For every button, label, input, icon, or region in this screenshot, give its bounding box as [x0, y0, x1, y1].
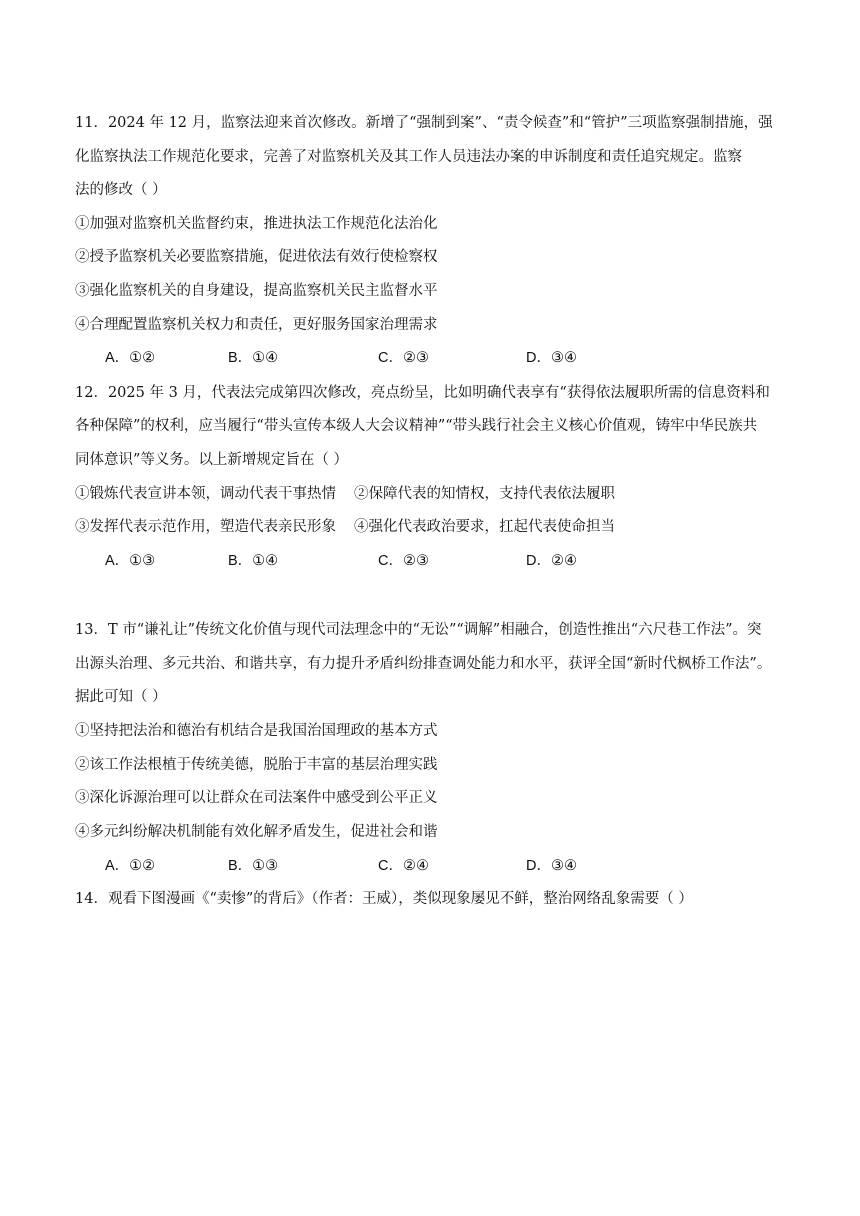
question-13-stem-line-2: 出源头治理、多元共治、和谐共享，有力提升矛盾纠纷排查调处能力和水平，获评全国“新时代枫桥工作法”。	[75, 656, 772, 672]
option-d[interactable]: D．③④	[526, 350, 577, 366]
question-13-item-2: ②该工作法根植于传统美德，脱胎于丰富的基层治理实践	[75, 757, 438, 773]
option-b[interactable]: B．①③	[228, 858, 279, 874]
option-b[interactable]: B．①④	[228, 553, 279, 569]
option-b[interactable]: B．①④	[228, 350, 279, 366]
option-c[interactable]: C．②④	[378, 858, 429, 874]
option-a[interactable]: A．①②	[105, 350, 156, 366]
option-a[interactable]: A．①②	[105, 858, 156, 874]
question-12-items-row-1	[75, 484, 790, 504]
option-d[interactable]: D．③④	[526, 858, 577, 874]
question-11-item-3: ③强化监察机关的自身建设，提高监察机关民主监督水平	[75, 283, 438, 299]
question-12-stem-line-2: 各种保障”的权利，应当履行“带头宣传本级人大会议精神”“带头践行社会主义核心价值观，铸牢中华民族共	[75, 418, 758, 434]
question-12-item-3: ③发挥代表示范作用，塑造代表亲民形象	[75, 519, 336, 535]
option-c[interactable]: C．②③	[378, 553, 429, 569]
question-12-stem-line-3: 同体意识”等义务。以上新增规定旨在（ ）	[75, 452, 349, 468]
option-a[interactable]: A．①③	[105, 553, 156, 569]
option-c[interactable]: C．②③	[378, 350, 429, 366]
question-11-item-4: ④合理配置监察机关权力和责任，更好服务国家治理需求	[75, 317, 438, 333]
question-11-stem-line-2: 化监察执法工作规范化要求，完善了对监察机关及其工作人员违法办案的申诉制度和责任追究规定。监察	[75, 149, 742, 165]
question-13-item-1: ①坚持把法治和德治有机结合是我国治国理政的基本方式	[75, 723, 438, 739]
question-13-stem-line-1: 13．T 市“谦礼让”传统文化价值与现代司法理念中的“无讼”“调解”相融合，创造性推出“六尺巷工作法”。突	[75, 622, 762, 638]
question-12-item-2: ②保障代表的知情权，支持代表依法履职	[354, 486, 615, 502]
question-12-stem-line-1: 12．2025 年 3 月，代表法完成第四次修改，亮点纷呈，比如明确代表享有“获得依法履职所需的信息资料和	[75, 385, 770, 401]
question-13-item-4: ④多元纠纷解决机制能有效化解矛盾发生，促进社会和谐	[75, 824, 438, 840]
question-11-stem-line-1: 11．2024 年 12 月，监察法迎来首次修改。新增了“强制到案”、“责令候查”和“管护”三项监察强制措施，强	[75, 115, 773, 131]
question-12-item-4: ④强化代表政治要求，扛起代表使命担当	[354, 519, 615, 535]
question-13-stem-line-3: 据此可知（ ）	[75, 689, 167, 705]
option-d[interactable]: D．②④	[526, 553, 577, 569]
question-13-item-3: ③深化诉源治理可以让群众在司法案件中感受到公平正义	[75, 790, 438, 806]
question-11-item-2: ②授予监察机关必要监察措施，促进依法有效行使检察权	[75, 249, 438, 265]
question-11-stem-line-3: 法的修改（ ）	[75, 182, 167, 198]
question-14-stem-line-1: 14．观看下图漫画《“卖惨”的背后》（作者：王威），类似现象屡见不鲜，整治网络乱象需要（ ）	[75, 891, 693, 907]
question-12-item-1: ①锻炼代表宣讲本领，调动代表干事热情	[75, 486, 336, 502]
question-11-item-1: ①加强对监察机关监督约束，推进执法工作规范化法治化	[75, 216, 438, 232]
question-12-items-row-2	[75, 517, 790, 537]
